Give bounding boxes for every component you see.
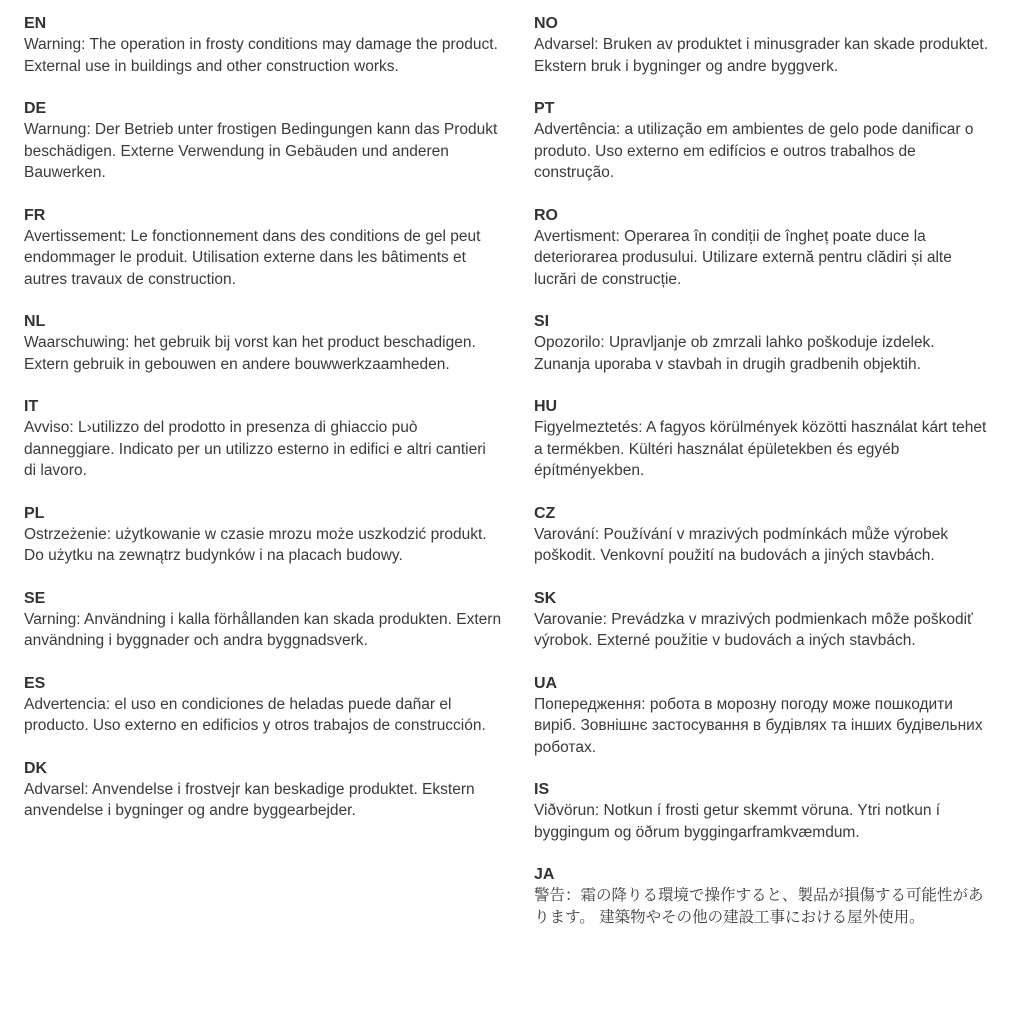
language-section-hu — [534, 396, 992, 482]
warning-text-is: Viðvörun: Notkun í frosti getur skemmt vöruna. Ytri notkun í byggingum og öðrum byggingarframkvæmdum. — [534, 802, 941, 841]
warning-text-no: Advarsel: Bruken av produktet i minusgrader kan skade produktet. Ekstern bruk i bygninger og andre byggverk. — [534, 36, 989, 75]
language-code-es: ES — [24, 674, 46, 692]
language-code-fr: FR — [24, 206, 46, 224]
language-code-is: IS — [534, 781, 550, 798]
language-code-it: IT — [24, 398, 39, 415]
language-code-nl: NL — [24, 313, 46, 330]
warning-text-si: Opozorilo: Upravljanje ob zmrzali lahko poškoduje izdelek. Zunanja uporaba v stavbah in drugih gradbenih objektih. — [534, 334, 935, 373]
language-code-pl: PL — [24, 504, 45, 522]
language-code-pt: PT — [534, 100, 555, 117]
language-code-cz: CZ — [534, 504, 556, 522]
left-column — [24, 13, 502, 949]
language-section-fr — [24, 205, 502, 291]
language-code-dk: DK — [24, 759, 48, 777]
language-section-se — [24, 588, 502, 652]
right-column — [534, 13, 992, 949]
language-section-sk — [534, 588, 992, 652]
language-section-pl — [24, 503, 502, 567]
language-section-is — [534, 779, 992, 843]
language-code-si: SI — [534, 313, 550, 330]
warning-text-ro: Avertisment: Operarea în condiții de îngheț poate duce la deteriorarea produsului. Utilizare externă pentru clădiri și alte lucrări de construcție. — [534, 227, 952, 288]
warning-text-es: Advertencia: el uso en condiciones de heladas puede dañar el producto. Uso externo en edificios y otros trabajos de construcción. — [24, 695, 486, 734]
language-code-de: DE — [24, 100, 47, 117]
language-section-en — [24, 13, 502, 77]
language-section-it — [24, 396, 502, 482]
warning-text-ja: 警告：霜の降りる環境で操作すると、製品が損傷する可能性があります。 建築物やその他の建設工事における屋外使用。 — [534, 887, 984, 926]
language-code-ja: JA — [534, 866, 555, 883]
language-section-ua — [534, 673, 992, 759]
warning-text-pt: Advertência: a utilização em ambientes de gelo pode danificar o produto. Uso externo em edifícios e outros trabalhos de construção. — [534, 121, 974, 181]
language-section-nl — [24, 311, 502, 375]
warning-text-en: Warning: The operation in frosty conditions may damage the product. External use in buildings and other construction works. — [24, 36, 498, 75]
language-section-no — [534, 13, 992, 77]
warning-text-se: Varning: Användning i kalla förhållanden kan skada produkten. Extern användning i byggnader och andra byggnadsverk. — [24, 610, 502, 649]
warning-text-ua: Попередження: робота в морозну погоду може пошкодити виріб. Зовнішнє застосування в будівлях та інших будівельних роботах. — [534, 695, 983, 756]
warning-text-de: Warnung: Der Betrieb unter frostigen Bedingungen kann das Produkt beschädigen. Externe Verwendung in Gebäuden und anderen Bauwerken. — [24, 121, 498, 181]
warning-text-cz: Varování: Používání v mrazivých podmínkách může výrobek poškodit. Venkovní použití na budovách a jiných stavbách. — [534, 525, 949, 564]
language-code-en: EN — [24, 15, 47, 32]
language-section-ro — [534, 205, 992, 291]
language-section-cz — [534, 503, 992, 567]
warning-text-hu: Figyelmeztetés: A fagyos körülmények közötti használat kárt tehet a termékben. Kültéri használat épületekben és egyéb építményekben. — [534, 419, 987, 479]
language-code-hu: HU — [534, 398, 558, 415]
language-section-si — [534, 311, 992, 375]
language-section-dk — [24, 758, 502, 822]
language-code-ro: RO — [534, 206, 558, 224]
language-code-no: NO — [534, 15, 558, 32]
language-section-ja — [534, 864, 992, 928]
language-code-ua: UA — [534, 674, 558, 692]
warning-text-dk: Advarsel: Anvendelse i frostvejr kan beskadige produktet. Ekstern anvendelse i bygninger og andre byggearbejder. — [24, 780, 475, 819]
warning-text-fr: Avertissement: Le fonctionnement dans des conditions de gel peut endommager le produit. Utilisation externe dans les bâtiments et autres travaux de construction. — [24, 227, 481, 288]
warning-text-pl: Ostrzeżenie: użytkowanie w czasie mrozu może uszkodzić produkt. Do użytku na zewnątrz budynków i na placach budowy. — [24, 525, 487, 564]
warning-text-nl: Waarschuwing: het gebruik bij vorst kan het product beschadigen. Extern gebruik in gebouwen en andere bouwwerkzaamheden. — [24, 334, 476, 373]
language-code-sk: SK — [534, 589, 557, 607]
language-section-pt — [534, 98, 992, 184]
language-code-se: SE — [24, 589, 46, 607]
warning-text-sk: Varovanie: Prevádzka v mrazivých podmienkach môže poškodiť výrobok. Externé použitie v budovách a iných stavbách. — [534, 610, 973, 649]
language-section-es — [24, 673, 502, 737]
language-section-de — [24, 98, 502, 184]
warning-text-it: Avviso: L›utilizzo del prodotto in presenza di ghiaccio può danneggiare. Indicato per un utilizzo esterno in edifici e altri cantieri di lavoro. — [24, 419, 486, 479]
